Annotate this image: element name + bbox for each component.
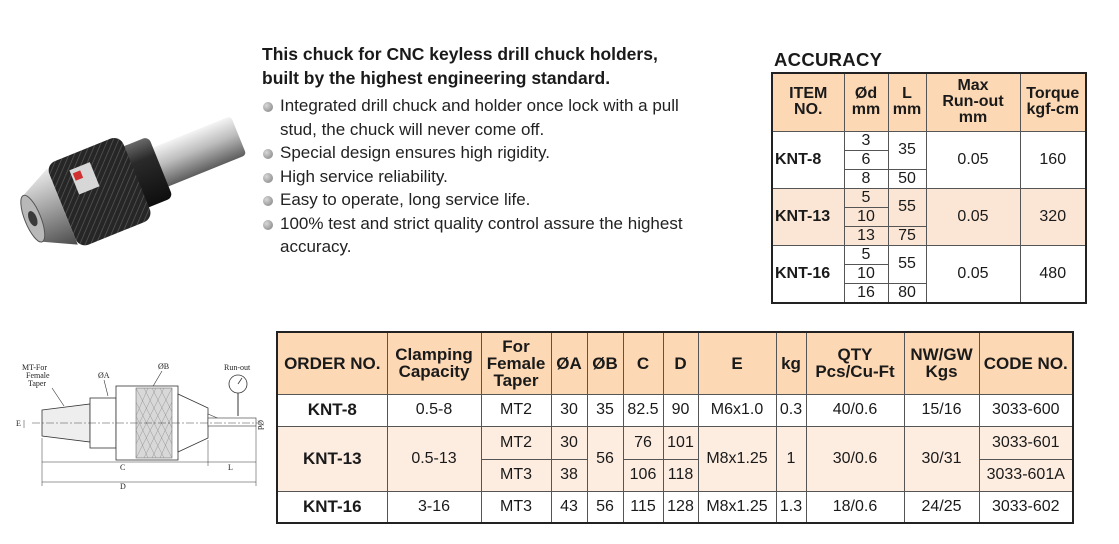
od-value: 10: [844, 264, 888, 283]
header-kg: kg: [776, 332, 806, 394]
nwgw-value: 15/16: [904, 394, 979, 426]
table-row: [772, 188, 1086, 207]
header-code-no: CODE NO.: [979, 332, 1073, 394]
e-value: M8x1.25: [698, 491, 776, 523]
od-value: 3: [844, 131, 888, 150]
runout-value: 0.05: [926, 131, 1020, 188]
accuracy-title: ACCURACY: [774, 49, 883, 70]
l-value: 55: [888, 245, 926, 283]
order-no: KNT-8: [277, 394, 387, 426]
order-header-row: [277, 332, 1073, 394]
runout-value: 0.05: [926, 188, 1020, 245]
feature-item: Special design ensures high rigidity.: [262, 141, 762, 165]
od-label: Ød: [256, 420, 265, 430]
d-value: 101: [663, 426, 698, 459]
header-oa: ØA: [551, 332, 587, 394]
e-value: M6x1.0: [698, 394, 776, 426]
torque-value: 320: [1020, 188, 1086, 245]
oa-value: 38: [551, 459, 587, 491]
oa-value: 43: [551, 491, 587, 523]
header-ob: ØB: [587, 332, 623, 394]
female-taper: MT2: [481, 426, 551, 459]
drill-chuck-image: [10, 85, 270, 285]
table-row: [277, 426, 1073, 459]
header-nwgw: NW/GW Kgs: [904, 332, 979, 394]
ob-value: 35: [587, 394, 623, 426]
clamping-capacity: 3-16: [387, 491, 481, 523]
d-value: 90: [663, 394, 698, 426]
header-od: Ød mm: [844, 73, 888, 131]
accuracy-table: [771, 72, 1087, 304]
nwgw-value: 30/31: [904, 426, 979, 491]
feature-item: Easy to operate, long service life.: [262, 188, 762, 212]
headline-line-1: This chuck for CNC keyless drill chuck holders,: [262, 44, 658, 64]
product-description: [262, 42, 762, 259]
code-no: 3033-601A: [979, 459, 1073, 491]
d-value: 128: [663, 491, 698, 523]
d-value: 118: [663, 459, 698, 491]
clamping-capacity: 0.5-13: [387, 426, 481, 491]
od-value: 6: [844, 150, 888, 169]
feature-item: 100% test and strict quality control assure the highest accuracy.: [262, 212, 762, 259]
table-row: [277, 491, 1073, 523]
qty-value: 40/0.6: [806, 394, 904, 426]
torque-value: 160: [1020, 131, 1086, 188]
code-no: 3033-600: [979, 394, 1073, 426]
od-value: 8: [844, 169, 888, 188]
clamping-capacity: 0.5-8: [387, 394, 481, 426]
headline: [262, 42, 762, 90]
header-qty: QTY Pcs/Cu-Ft: [806, 332, 904, 394]
code-no: 3033-601: [979, 426, 1073, 459]
header-item-no: ITEM NO.: [772, 73, 844, 131]
oa-label: ØA: [98, 371, 110, 380]
c-value: 82.5: [623, 394, 663, 426]
feature-item: Integrated drill chuck and holder once lock with a pull stud, the chuck will never come off.: [262, 94, 762, 141]
l-label: L: [228, 463, 233, 472]
c-value: 106: [623, 459, 663, 491]
female-taper: MT3: [481, 491, 551, 523]
od-value: 10: [844, 207, 888, 226]
header-e: E: [698, 332, 776, 394]
female-taper: MT3: [481, 459, 551, 491]
item-no: KNT-16: [772, 245, 844, 303]
table-row: [772, 245, 1086, 264]
torque-value: 480: [1020, 245, 1086, 303]
header-runout: Max Run-out mm: [926, 73, 1020, 131]
kg-value: 1: [776, 426, 806, 491]
d-label: D: [120, 482, 126, 491]
female-taper: MT2: [481, 394, 551, 426]
header-clamping-capacity: Clamping Capacity: [387, 332, 481, 394]
e-value: M8x1.25: [698, 426, 776, 491]
kg-value: 1.3: [776, 491, 806, 523]
oa-value: 30: [551, 394, 587, 426]
order-no: KNT-16: [277, 491, 387, 523]
e-label: E: [16, 419, 21, 428]
table-row: [277, 394, 1073, 426]
c-value: 115: [623, 491, 663, 523]
l-value: 35: [888, 131, 926, 169]
table-row: [772, 131, 1086, 150]
order-table: [276, 331, 1074, 524]
ob-value: 56: [587, 491, 623, 523]
l-value: 50: [888, 169, 926, 188]
od-value: 16: [844, 283, 888, 303]
od-value: 5: [844, 188, 888, 207]
header-female-taper: For Female Taper: [481, 332, 551, 394]
runout-label: Run-out: [224, 363, 251, 372]
qty-value: 30/0.6: [806, 426, 904, 491]
kg-value: 0.3: [776, 394, 806, 426]
c-label: C: [120, 463, 126, 472]
order-no: KNT-13: [277, 426, 387, 491]
l-value: 55: [888, 188, 926, 226]
header-l: L mm: [888, 73, 926, 131]
code-no: 3033-602: [979, 491, 1073, 523]
runout-value: 0.05: [926, 245, 1020, 303]
header-d: D: [663, 332, 698, 394]
item-no: KNT-8: [772, 131, 844, 188]
nwgw-value: 24/25: [904, 491, 979, 523]
l-value: 75: [888, 226, 926, 245]
od-value: 5: [844, 245, 888, 264]
feature-item: High service reliability.: [262, 165, 762, 189]
ob-value: 56: [587, 426, 623, 491]
oa-value: 30: [551, 426, 587, 459]
header-order-no: ORDER NO.: [277, 332, 387, 394]
header-torque: Torque kgf-cm: [1020, 73, 1086, 131]
feature-list: [262, 94, 762, 259]
qty-value: 18/0.6: [806, 491, 904, 523]
mt-label: MT-For: [22, 363, 48, 372]
od-value: 13: [844, 226, 888, 245]
header-c: C: [623, 332, 663, 394]
l-value: 80: [888, 283, 926, 303]
dimension-diagram: [12, 358, 274, 498]
ob-label: ØB: [158, 362, 170, 371]
headline-line-2: built by the highest engineering standard.: [262, 68, 611, 88]
mt-label-3: Taper: [28, 379, 47, 388]
c-value: 76: [623, 426, 663, 459]
item-no: KNT-13: [772, 188, 844, 245]
mt-label-2: Female: [26, 371, 50, 380]
accuracy-header-row: [772, 73, 1086, 131]
